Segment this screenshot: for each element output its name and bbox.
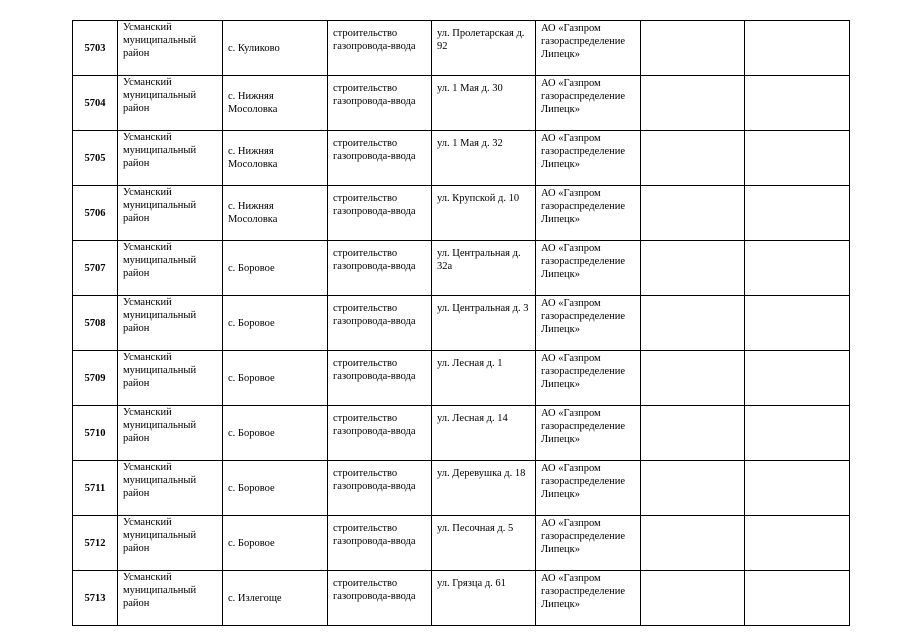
work-type-cell: строительство газопровода-ввода	[328, 571, 432, 626]
district-cell: Усманский муниципальный район	[118, 406, 223, 461]
row-number-cell: 5707	[73, 241, 118, 296]
district-cell: Усманский муниципальный район	[118, 351, 223, 406]
row-number-cell: 5713	[73, 571, 118, 626]
empty-cell	[641, 406, 745, 461]
organization-cell: АО «Газпром газораспределение Липецк»	[536, 296, 641, 351]
empty-cell	[745, 406, 850, 461]
settlement-cell: с. Нижняя Мосоловка	[223, 131, 328, 186]
organization-cell: АО «Газпром газораспределение Липецк»	[536, 21, 641, 76]
organization-cell: АО «Газпром газораспределение Липецк»	[536, 351, 641, 406]
work-type-cell: строительство газопровода-ввода	[328, 21, 432, 76]
address-cell: ул. Лесная д. 14	[432, 406, 536, 461]
empty-cell	[641, 131, 745, 186]
table-body	[73, 21, 850, 626]
empty-cell	[745, 21, 850, 76]
row-number-cell: 5703	[73, 21, 118, 76]
table-row	[73, 76, 850, 131]
organization-cell: АО «Газпром газораспределение Липецк»	[536, 516, 641, 571]
table-row	[73, 131, 850, 186]
work-type-cell: строительство газопровода-ввода	[328, 296, 432, 351]
empty-cell	[641, 516, 745, 571]
settlement-cell: с. Боровое	[223, 241, 328, 296]
address-cell: ул. Пролетарская д. 92	[432, 21, 536, 76]
row-number-cell: 5712	[73, 516, 118, 571]
district-cell: Усманский муниципальный район	[118, 76, 223, 131]
settlement-cell: с. Излегоще	[223, 571, 328, 626]
district-cell: Усманский муниципальный район	[118, 131, 223, 186]
work-type-cell: строительство газопровода-ввода	[328, 516, 432, 571]
settlement-cell: с. Боровое	[223, 516, 328, 571]
district-cell: Усманский муниципальный район	[118, 21, 223, 76]
table-row	[73, 461, 850, 516]
settlement-cell: с. Нижняя Мосоловка	[223, 76, 328, 131]
empty-cell	[745, 76, 850, 131]
table-row	[73, 296, 850, 351]
address-cell: ул. Деревушка д. 18	[432, 461, 536, 516]
organization-cell: АО «Газпром газораспределение Липецк»	[536, 571, 641, 626]
district-cell: Усманский муниципальный район	[118, 186, 223, 241]
empty-cell	[745, 461, 850, 516]
table-row	[73, 21, 850, 76]
address-cell: ул. Лесная д. 1	[432, 351, 536, 406]
organization-cell: АО «Газпром газораспределение Липецк»	[536, 241, 641, 296]
district-cell: Усманский муниципальный район	[118, 461, 223, 516]
row-number-cell: 5704	[73, 76, 118, 131]
empty-cell	[641, 241, 745, 296]
empty-cell	[745, 571, 850, 626]
settlement-cell: с. Боровое	[223, 296, 328, 351]
gas-connection-table	[72, 20, 850, 626]
row-number-cell: 5706	[73, 186, 118, 241]
empty-cell	[641, 571, 745, 626]
table-row	[73, 571, 850, 626]
address-cell: ул. Крупской д. 10	[432, 186, 536, 241]
organization-cell: АО «Газпром газораспределение Липецк»	[536, 186, 641, 241]
district-cell: Усманский муниципальный район	[118, 516, 223, 571]
empty-cell	[745, 186, 850, 241]
table-row	[73, 516, 850, 571]
organization-cell: АО «Газпром газораспределение Липецк»	[536, 76, 641, 131]
row-number-cell: 5711	[73, 461, 118, 516]
empty-cell	[745, 351, 850, 406]
settlement-cell: с. Боровое	[223, 461, 328, 516]
organization-cell: АО «Газпром газораспределение Липецк»	[536, 461, 641, 516]
row-number-cell: 5708	[73, 296, 118, 351]
empty-cell	[641, 296, 745, 351]
settlement-cell: с. Боровое	[223, 406, 328, 461]
work-type-cell: строительство газопровода-ввода	[328, 76, 432, 131]
empty-cell	[745, 516, 850, 571]
empty-cell	[745, 241, 850, 296]
organization-cell: АО «Газпром газораспределение Липецк»	[536, 406, 641, 461]
work-type-cell: строительство газопровода-ввода	[328, 131, 432, 186]
table-row	[73, 241, 850, 296]
settlement-cell: с. Боровое	[223, 351, 328, 406]
row-number-cell: 5705	[73, 131, 118, 186]
work-type-cell: строительство газопровода-ввода	[328, 351, 432, 406]
work-type-cell: строительство газопровода-ввода	[328, 241, 432, 296]
empty-cell	[641, 186, 745, 241]
district-cell: Усманский муниципальный район	[118, 571, 223, 626]
empty-cell	[641, 76, 745, 131]
row-number-cell: 5709	[73, 351, 118, 406]
address-cell: ул. Песочная д. 5	[432, 516, 536, 571]
empty-cell	[641, 351, 745, 406]
organization-cell: АО «Газпром газораспределение Липецк»	[536, 131, 641, 186]
table-row	[73, 186, 850, 241]
address-cell: ул. Грязца д. 61	[432, 571, 536, 626]
empty-cell	[745, 296, 850, 351]
work-type-cell: строительство газопровода-ввода	[328, 461, 432, 516]
address-cell: ул. 1 Мая д. 32	[432, 131, 536, 186]
work-type-cell: строительство газопровода-ввода	[328, 186, 432, 241]
empty-cell	[641, 21, 745, 76]
empty-cell	[641, 461, 745, 516]
table-row	[73, 406, 850, 461]
work-type-cell: строительство газопровода-ввода	[328, 406, 432, 461]
settlement-cell: с. Нижняя Мосоловка	[223, 186, 328, 241]
district-cell: Усманский муниципальный район	[118, 241, 223, 296]
address-cell: ул. 1 Мая д. 30	[432, 76, 536, 131]
empty-cell	[745, 131, 850, 186]
table-row	[73, 351, 850, 406]
district-cell: Усманский муниципальный район	[118, 296, 223, 351]
address-cell: ул. Центральная д. 3	[432, 296, 536, 351]
address-cell: ул. Центральная д. 32а	[432, 241, 536, 296]
row-number-cell: 5710	[73, 406, 118, 461]
settlement-cell: с. Куликово	[223, 21, 328, 76]
